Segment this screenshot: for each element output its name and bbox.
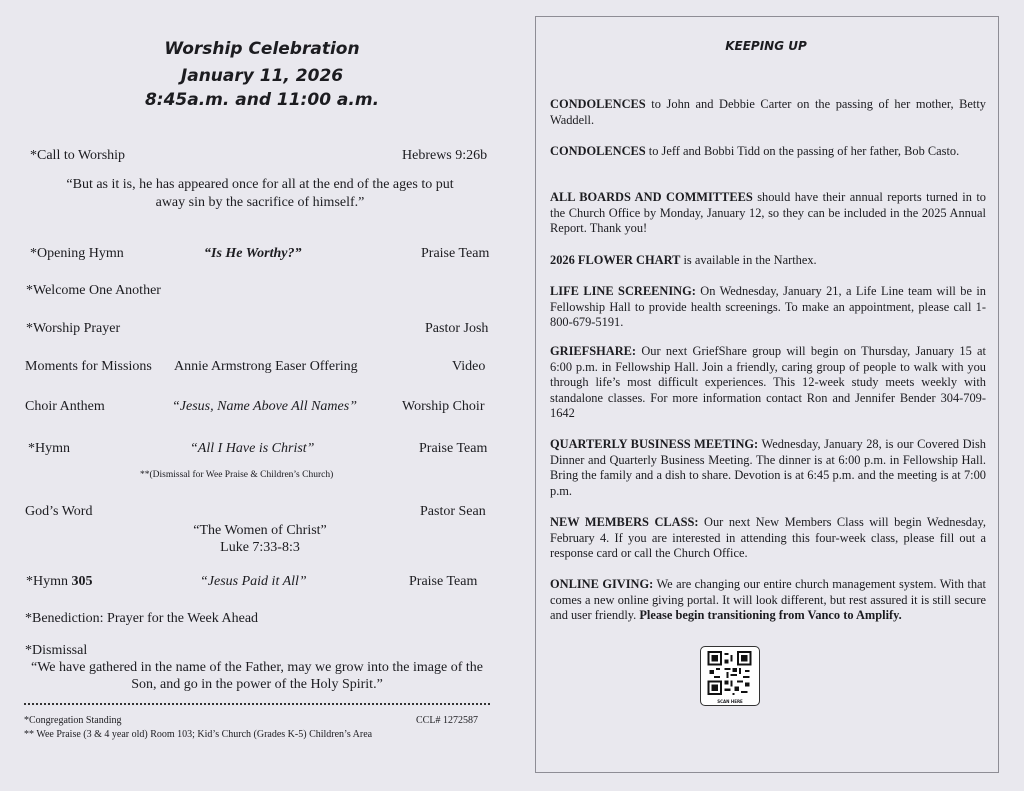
hymn-305-title: “Jesus Paid it All”: [200, 574, 307, 589]
qr-code[interactable]: [700, 646, 760, 706]
missions-leader: Video: [452, 359, 486, 374]
hymn-title: “All I Have is Christ”: [190, 441, 315, 456]
dismissal-line1: “We have gathered in the name of the Father, may we grow into the image of the: [31, 660, 483, 675]
announcement-emphasis: Please begin transitioning from Vanco to Amplify.: [639, 608, 902, 623]
opening-hymn-label: *Opening Hymn: [30, 246, 124, 261]
gods-word-label: God’s Word: [25, 504, 93, 519]
announcement-heading: LIFE LINE SCREENING:: [550, 284, 696, 298]
announcement-heading: GRIEFSHARE:: [550, 344, 637, 358]
announcement-boards: [550, 190, 986, 237]
missions-label: Moments for Missions: [25, 359, 152, 374]
announcement-text: to John and Debbie Carter on the passing of her mother, Betty Waddell.: [550, 97, 986, 127]
call-to-worship-label: *Call to Worship: [30, 148, 126, 163]
welcome-label: *Welcome One Another: [26, 283, 161, 298]
call-to-worship-reference: Hebrews 9:26b: [402, 148, 488, 163]
announcement-text: is available in the Narthex.: [680, 253, 817, 267]
header-line1: Worship Celebration: [164, 39, 360, 59]
announcement-text: to Jeff and Bobbi Tidd on the passing of her father, Bob Casto.: [645, 144, 960, 158]
choir-anthem-leader: Worship Choir: [402, 399, 485, 414]
dismissal-line2: Son, and go in the power of the Holy Spirit.”: [131, 677, 383, 692]
call-to-worship-verse-2: away sin by the sacrifice of himself.”: [155, 195, 365, 210]
benediction-label: *Benediction: Prayer for the Week Ahead: [25, 611, 259, 626]
hymn-305-leader: Praise Team: [409, 574, 478, 589]
header-line3: 8:45a.m. and 11:00 a.m.: [144, 90, 380, 110]
announcement-heading: CONDOLENCES: [550, 97, 646, 111]
worship-prayer-leader: Pastor Josh: [425, 321, 489, 336]
announcement-flower-chart: [550, 253, 986, 269]
announcement-text: Our next GriefShare group will begin on Thursday, January 15 at 6:00 p.m. in Fellowship Hall. Join a friendly, caring group of people to walk with you through life’s most difficult experiences. This 12-week study meets weekly with standalone classes. For more information contact Ron and Jennifer Bender 304-709-1642: [550, 344, 986, 421]
announcement-text: Wednesday, January 28, is our Covered Dish Dinner and Quarterly Business Meeting. The dinner is at 6:00 p.m. in Fellowship Hall. Bring the family and a dish to share. Devotion is at 6:45 p.m. and the meeting is at 7:00 p.m.: [550, 437, 987, 498]
qr-scan-label: SCAN HERE: [717, 699, 743, 704]
congregation-standing-note: *Congregation Standing: [24, 715, 122, 726]
hymn-305-prefix: *Hymn: [26, 574, 72, 589]
announcement-heading: ALL BOARDS AND COMMITTEES: [550, 190, 753, 204]
announcement-heading: CONDOLENCES: [550, 144, 646, 158]
header-line2: January 11, 2026: [180, 66, 344, 86]
hymn-305-label: [26, 574, 93, 590]
choir-anthem-label: Choir Anthem: [25, 399, 105, 414]
gods-word-leader: Pastor Sean: [420, 504, 486, 519]
announcement-heading: ONLINE GIVING:: [550, 577, 654, 591]
kids-note: ** Wee Praise (3 & 4 year old) Room 103; Kid’s Church (Grades K-5) Children’s Area: [24, 729, 373, 740]
worship-prayer-label: *Worship Prayer: [26, 321, 121, 336]
announcement-business-meeting: [550, 437, 986, 499]
call-to-worship-verse-1: “But as it is, he has appeared once for all at the end of the ages to put: [66, 177, 454, 192]
announcement-text: On Wednesday, January 21, a Life Line team will be in Fellowship Hall to provide health screenings. To make an appointment, please call 1-800-679-5191.: [550, 284, 986, 330]
announcement-text: should have their annual reports turned in to the Church Office by Monday, January 12, so they can be included in the 2025 Annual Report. Thank you!: [550, 190, 986, 236]
hymn-leader: Praise Team: [419, 441, 488, 456]
announcement-condolences-carter: [550, 97, 986, 128]
sermon-title: “The Women of Christ”: [193, 523, 327, 538]
announcement-heading: QUARTERLY BUSINESS MEETING:: [550, 437, 759, 451]
announcement-new-members: [550, 515, 986, 562]
ccl-number: CCL# 1272587: [416, 715, 478, 726]
announcement-life-line: [550, 284, 986, 331]
announcement-condolences-tidd: [550, 144, 986, 160]
keeping-up-title: KEEPING UP: [725, 39, 807, 53]
opening-hymn-title: “Is He Worthy?”: [204, 246, 302, 261]
hymn-305-number: 305: [71, 574, 93, 589]
missions-title: Annie Armstrong Easer Offering: [174, 359, 358, 374]
announcement-griefshare: [550, 344, 986, 422]
dismissal-label: *Dismissal: [25, 643, 88, 658]
sermon-scripture: Luke 7:33-8:3: [220, 540, 300, 555]
announcement-online-giving: [550, 577, 986, 624]
dotted-divider: [24, 703, 490, 705]
announcement-text: Our next New Members Class will begin Wednesday, February 4. If you are interested in attending this four-week class, please fill out a response card or call the Church Office.: [550, 515, 986, 561]
announcement-heading: NEW MEMBERS CLASS:: [550, 515, 699, 529]
qr-code-icon: [706, 651, 753, 695]
opening-hymn-leader: Praise Team: [421, 246, 490, 261]
choir-anthem-title: “Jesus, Name Above All Names”: [172, 399, 357, 414]
announcement-text: We are changing our entire church management system. With that comes a new online giving portal. It will look different, but rest assured it is still secure and user friendly.: [550, 577, 986, 623]
hymn-label: *Hymn: [28, 441, 70, 456]
dismissal-note: **(Dismissal for Wee Praise & Children’s Church): [140, 470, 334, 480]
announcement-heading: 2026 FLOWER CHART: [550, 253, 681, 267]
